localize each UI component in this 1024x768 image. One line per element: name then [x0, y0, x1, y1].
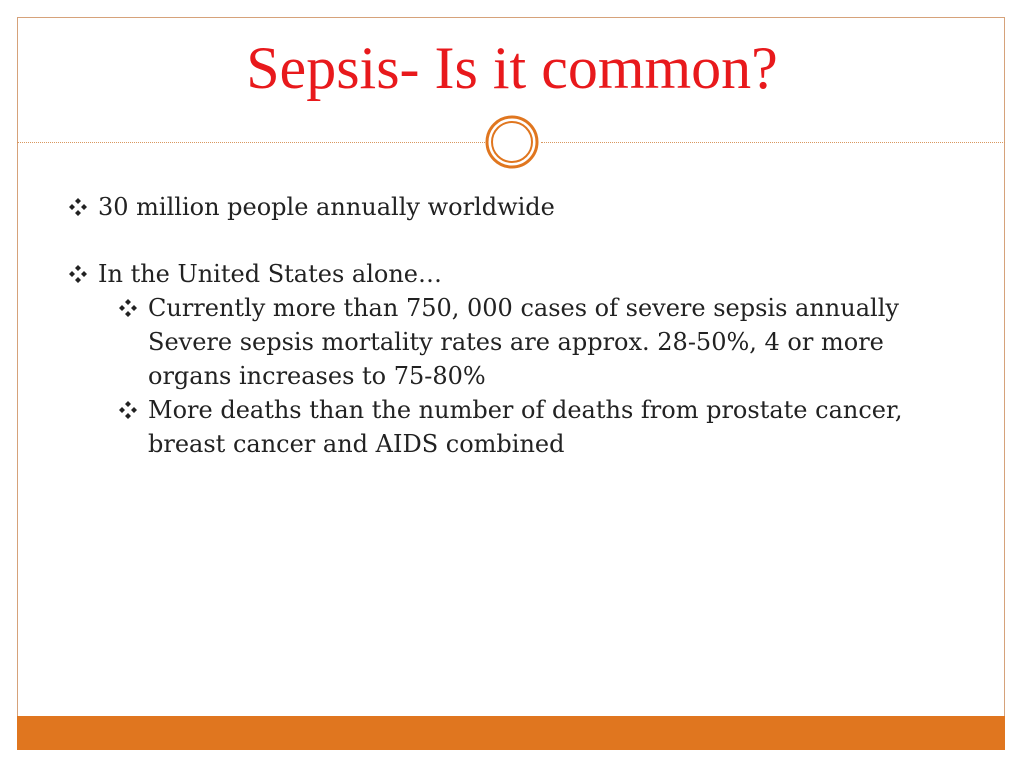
- bullet-text: In the United States alone…: [98, 260, 442, 288]
- list-item: [118, 291, 968, 393]
- bullet-text: More deaths than the number of deaths from prostate cancer, breast cancer and AIDS combined: [148, 396, 911, 458]
- slide-content: [68, 190, 968, 461]
- list-item: [118, 393, 968, 461]
- spacer: [68, 224, 968, 257]
- diamond-four-icon: [118, 291, 148, 325]
- list-item: [68, 190, 968, 224]
- bullet-text: 30 million people annually worldwide: [98, 193, 555, 221]
- diamond-four-icon: [68, 257, 98, 291]
- title-divider-left: [17, 142, 485, 143]
- circle-ornament-icon: [484, 114, 540, 170]
- slide-title: Sepsis- Is it common?: [246, 35, 778, 101]
- title-divider-right: [541, 142, 1005, 143]
- bullet-text: Currently more than 750, 000 cases of severe sepsis annually Severe sepsis mortality rates are approx. 28-50%, 4 or more organs increases to 75-80%: [148, 294, 899, 390]
- bottom-accent-bar: [17, 716, 1005, 750]
- list-item: [68, 257, 968, 291]
- diamond-four-icon: [118, 393, 148, 427]
- diamond-four-icon: [68, 190, 98, 224]
